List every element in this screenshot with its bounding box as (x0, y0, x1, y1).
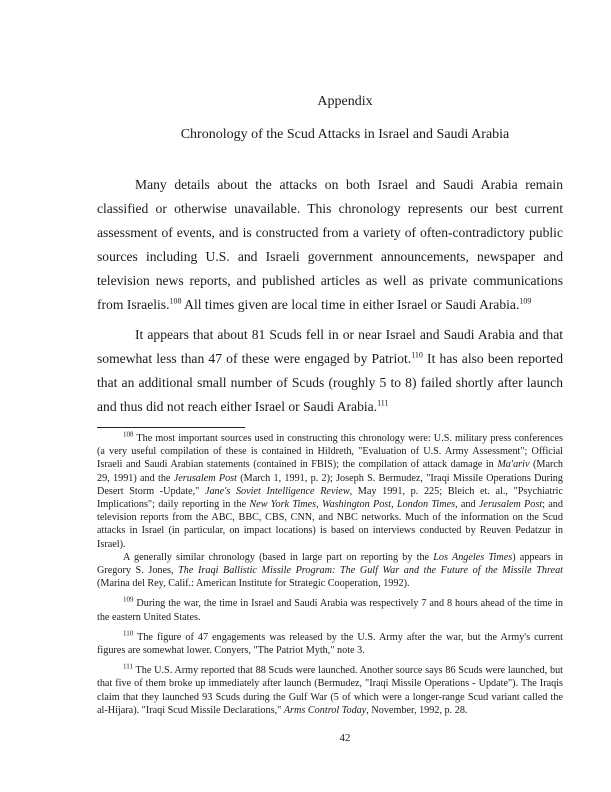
text-segment: (March 1, 1991, p. 2); Joseph S. Bermudez, "Iraqi Missile Operations During Desert Storm -Update," (97, 472, 563, 497)
text-segment: The most important sources used in constructing this chronology were: U.S. military press conferences (a very useful compilation of these is contained in Hildreth, "Evaluation of U.S. Army Assessment"; Official Israeli and Saudi Arabian statements (contained in FBIS); the compilation of attack damage in (97, 433, 563, 471)
body-text (97, 173, 563, 419)
text-segment: ) appears in Gregory S. Jones, (97, 551, 563, 577)
italic-title: Jerusalem Post (478, 499, 543, 511)
italic-title: New York Times (249, 499, 317, 511)
italic-title: Arms Control Today (283, 704, 367, 716)
footnote-marker: 111 (377, 398, 389, 408)
italic-title: London Times (396, 499, 456, 511)
footnote-marker: 108 (123, 430, 134, 439)
footnote-marker: 110 (123, 629, 134, 638)
footnote-marker: 109 (519, 296, 532, 306)
footnote-marker: 111 (123, 662, 133, 671)
italic-title: Ma'ariv (497, 459, 530, 471)
footnote-marker: 108 (169, 296, 182, 306)
footnote-marker: 110 (411, 350, 423, 360)
footnote (97, 597, 563, 623)
body-paragraph (97, 173, 563, 317)
text-segment: (Marina del Rey, Calif.: American Institute for Strategic Cooperation, 1992). (97, 578, 410, 590)
footnote-marker: 109 (123, 596, 134, 605)
italic-title: Jane's Soviet Intelligence Review (204, 485, 350, 497)
text-segment: , May 1991, p. 225; Bleich et. al., "Psychiatric Implications"; daily reporting in the (97, 485, 563, 511)
text-segment: Many details about the attacks on both Israel and Saudi Arabia remain classified or otherwise unavailable. This chronology represents our best current assessment of events, and is constructed from a variety of often-contradictory public sources including U.S. and Israeli government announcements, newspaper and television news reports, and published articles as well as private communications from Israelis. (97, 177, 563, 312)
footnote (97, 631, 563, 657)
body-paragraph (97, 323, 563, 419)
footnote (97, 551, 563, 591)
text-segment: , November, 1992, p. 28. (366, 704, 468, 716)
text-segment: ; and television reports from the ABC, BBC, CBS, CNN, and NBC networks. Much of the information on the Scud attacks in Israel (in particular, on impact locations) is based on interviews conducted by Reuven Pedatzur in Israel). (97, 499, 563, 550)
text-segment: All times given are local time in either Israel or Saudi Arabia. (181, 297, 520, 312)
text-segment: It appears that about 81 Scuds fell in or near Israel and Saudi Arabia and that somewhat less than 47 of these were engaged by Patriot. (97, 327, 563, 366)
text-segment: , and (455, 499, 479, 511)
footnote (97, 664, 563, 717)
text-segment: The figure of 47 engagements was released by the U.S. Army after the war, but the Army's current figures are somewhat lower. Conyers, "The Patriot Myth," note 3. (97, 631, 563, 657)
text-segment: It has also been reported that an additional small number of Scuds (roughly 5 to 8) failed shortly after launch and thus did not reach either Israel or Saudi Arabia. (97, 351, 563, 414)
text-segment: , (391, 499, 397, 511)
page-number: 42 (339, 732, 351, 745)
text-segment: The U.S. Army reported that 88 Scuds were launched. Another source says 86 Scuds were launched, but that five of them broke up immediately after launch (Bermudez, "Iraqi Missile Operations - Update"). The Iraqis claim that they launched 93 Scuds during the Gulf War (5 of which were a longer-range Scud variant called the al-Hijara). "Iraqi Scud Missile Declarations," (97, 665, 563, 716)
page-subtitle: Chronology of the Scud Attacks in Israel and Saudi Arabia (180, 127, 510, 142)
italic-title: Washington Post (321, 499, 392, 511)
italic-title: Los Angeles Times (433, 551, 513, 563)
text-segment: (March 29, 1991) and the (97, 459, 564, 484)
footnote (97, 432, 563, 551)
italic-title: The Iraqi Ballistic Missile Program: The Gulf War and the Future of the Missile Threat (178, 565, 564, 577)
footnote-rule (97, 427, 245, 428)
text-segment: During the war, the time in Israel and Saudi Arabia was respectively 7 and 8 hours ahead of the time in the eastern United States. (97, 598, 563, 623)
text-segment: , (316, 499, 322, 511)
text-segment: A generally similar chronology (based in large part on reporting by the (123, 551, 434, 563)
footnotes (97, 432, 563, 717)
italic-title: Jerusalem Post (173, 472, 237, 484)
page-title: Appendix (317, 94, 373, 109)
